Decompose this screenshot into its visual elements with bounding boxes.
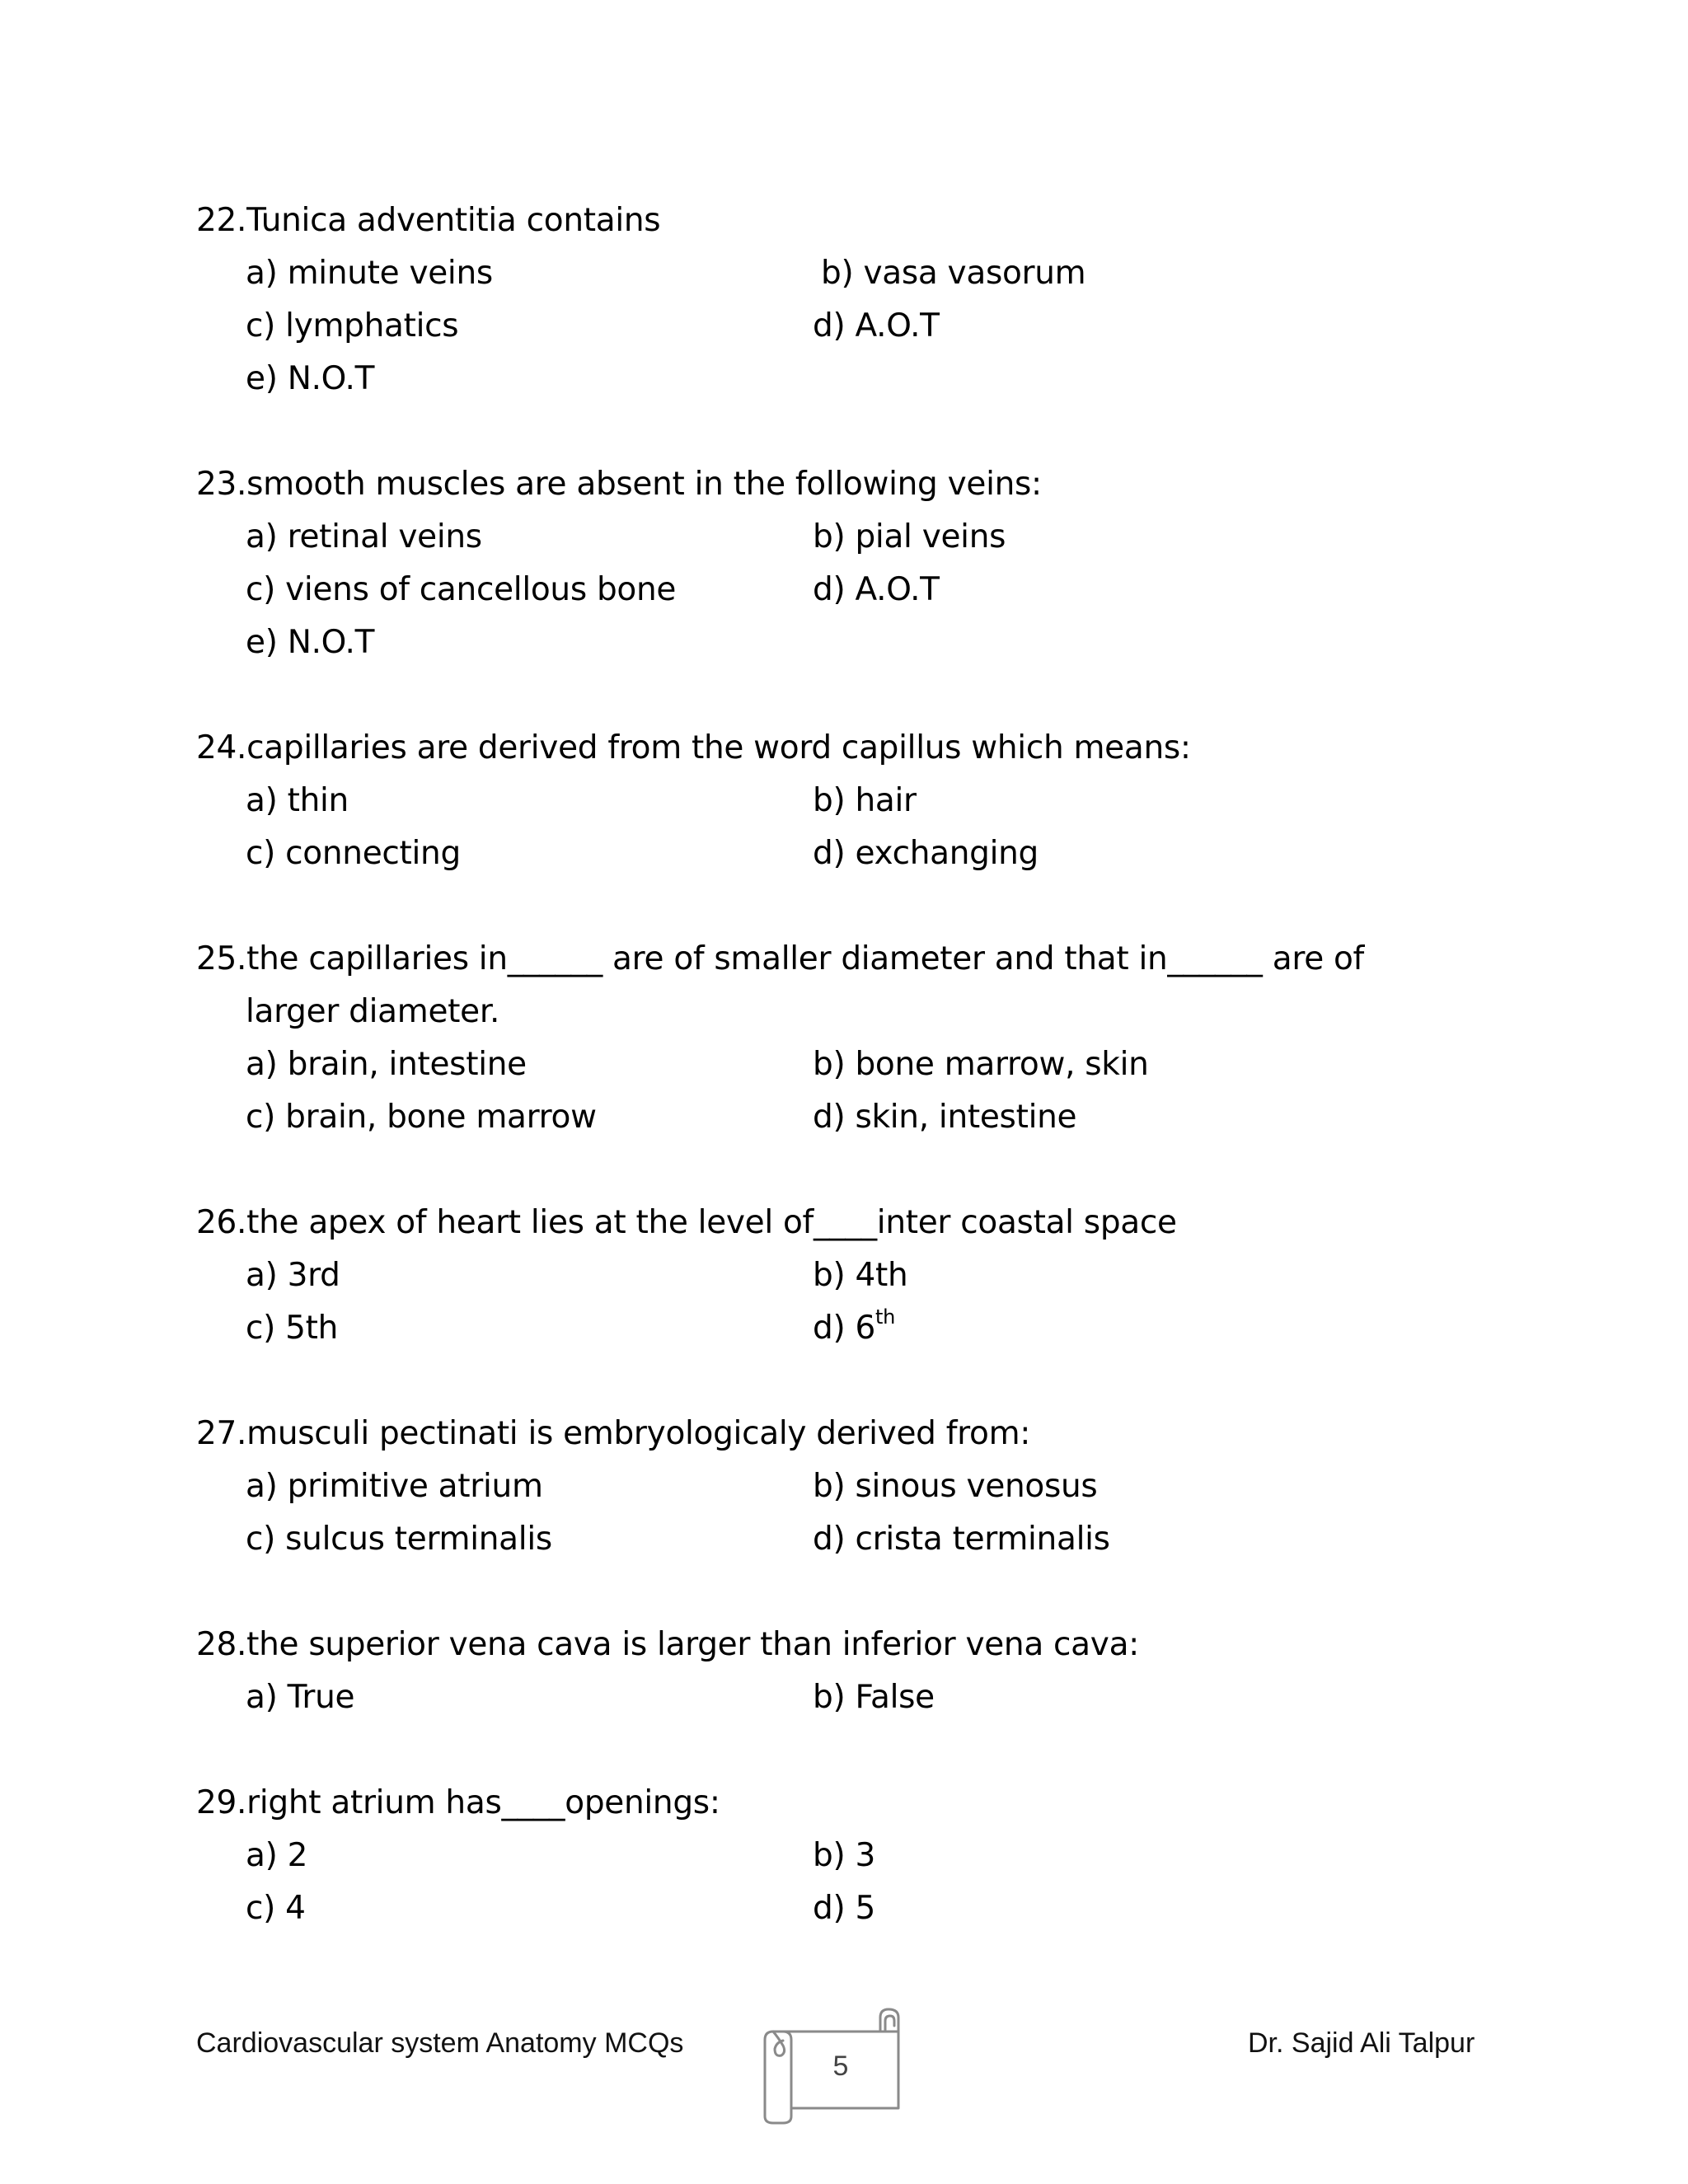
question-text: capillaries are derived from the word capillus which means:: [246, 729, 1191, 766]
question-stem: [196, 1197, 1482, 1249]
option-d: [813, 1302, 895, 1355]
option-b: b) sinous venosus: [813, 1468, 1098, 1505]
option-b: b) vasa vasorum: [821, 255, 1086, 292]
option-a: a) brain, intestine: [246, 1046, 527, 1083]
question-text: smooth muscles are absent in the following veins:: [246, 466, 1042, 503]
question-22: [196, 194, 1482, 405]
option-d: d) exchanging: [813, 835, 1039, 872]
question-24: [196, 722, 1482, 880]
options: [196, 511, 1482, 669]
question-number: 24.: [196, 729, 247, 766]
options: [196, 775, 1482, 880]
option-a: a) 2: [246, 1837, 308, 1874]
question-text: the superior vena cava is larger than inferior vena cava:: [246, 1626, 1140, 1663]
option-b: b) False: [813, 1679, 935, 1716]
question-number: 28.: [196, 1626, 247, 1663]
options: [196, 247, 1482, 405]
option-b: b) 3: [813, 1837, 875, 1874]
options: [196, 1830, 1482, 1935]
question-26: [196, 1197, 1482, 1355]
option-a: a) retinal veins: [246, 518, 482, 555]
option-b: b) bone marrow, skin: [813, 1046, 1149, 1083]
option-b: b) hair: [813, 782, 917, 819]
question-29: [196, 1777, 1482, 1935]
option-c: c) brain, bone marrow: [246, 1099, 597, 1136]
question-stem: [196, 458, 1482, 511]
option-c: c) connecting: [246, 835, 461, 872]
options: [196, 1249, 1482, 1355]
question-stem: [196, 933, 1482, 986]
option-a: a) 3rd: [246, 1257, 340, 1294]
question-25: [196, 933, 1482, 1144]
option-b: b) 4th: [813, 1257, 908, 1294]
option-d: d) 5: [813, 1890, 875, 1927]
question-stem: [196, 722, 1482, 775]
question-23: [196, 458, 1482, 669]
option-a: a) minute veins: [246, 255, 493, 292]
option-d: d) A.O.T: [813, 307, 940, 344]
question-text: the capillaries in______ are of smaller diameter and that in______ are of: [246, 940, 1364, 977]
question-27: [196, 1408, 1482, 1566]
option-a: a) True: [246, 1679, 355, 1716]
option-c: c) 5th: [246, 1310, 339, 1347]
option-a: a) primitive atrium: [246, 1468, 543, 1505]
option-e: e) N.O.T: [246, 360, 375, 397]
options: [196, 1038, 1482, 1144]
question-stem: [196, 194, 1482, 247]
option-b: b) pial veins: [813, 518, 1006, 555]
ordinal-superscript: th: [874, 1305, 896, 1329]
question-number: 22.: [196, 202, 247, 239]
option-a: a) thin: [246, 782, 349, 819]
question-number: 25.: [196, 940, 247, 977]
question-text: musculi pectinati is embryologicaly derived from:: [246, 1415, 1031, 1452]
option-c: c) lymphatics: [246, 307, 459, 344]
options: [196, 1671, 1482, 1724]
option-d: d) skin, intestine: [813, 1099, 1077, 1136]
question-number: 27.: [196, 1415, 247, 1452]
question-number: 26.: [196, 1204, 247, 1241]
footer-title: Cardiovascular system Anatomy MCQs: [196, 2027, 684, 2059]
question-stem: [196, 1408, 1482, 1460]
question-number: 29.: [196, 1784, 247, 1821]
question-text: right atrium has____openings:: [246, 1784, 720, 1821]
question-stem: [196, 1777, 1482, 1830]
option-d: d) A.O.T: [813, 571, 940, 608]
question-number: 23.: [196, 466, 247, 503]
question-28: [196, 1619, 1482, 1724]
option-c: c) viens of cancellous bone: [246, 571, 677, 608]
question-text: Tunica adventitia contains: [246, 202, 661, 239]
question-stem: [196, 1619, 1482, 1671]
question-text-continuation: larger diameter.: [246, 993, 500, 1030]
options: [196, 1460, 1482, 1566]
option-c: c) sulcus terminalis: [246, 1521, 552, 1558]
option-d-text: d) 6: [813, 1310, 875, 1347]
option-e: e) N.O.T: [246, 624, 375, 661]
option-d: d) crista terminalis: [813, 1521, 1110, 1558]
footer-author: Dr. Sajid Ali Talpur: [1248, 2027, 1475, 2059]
question-text: the apex of heart lies at the level of____inter coastal space: [246, 1204, 1177, 1241]
page-number: 5: [832, 2050, 849, 2082]
option-c: c) 4: [246, 1890, 306, 1927]
